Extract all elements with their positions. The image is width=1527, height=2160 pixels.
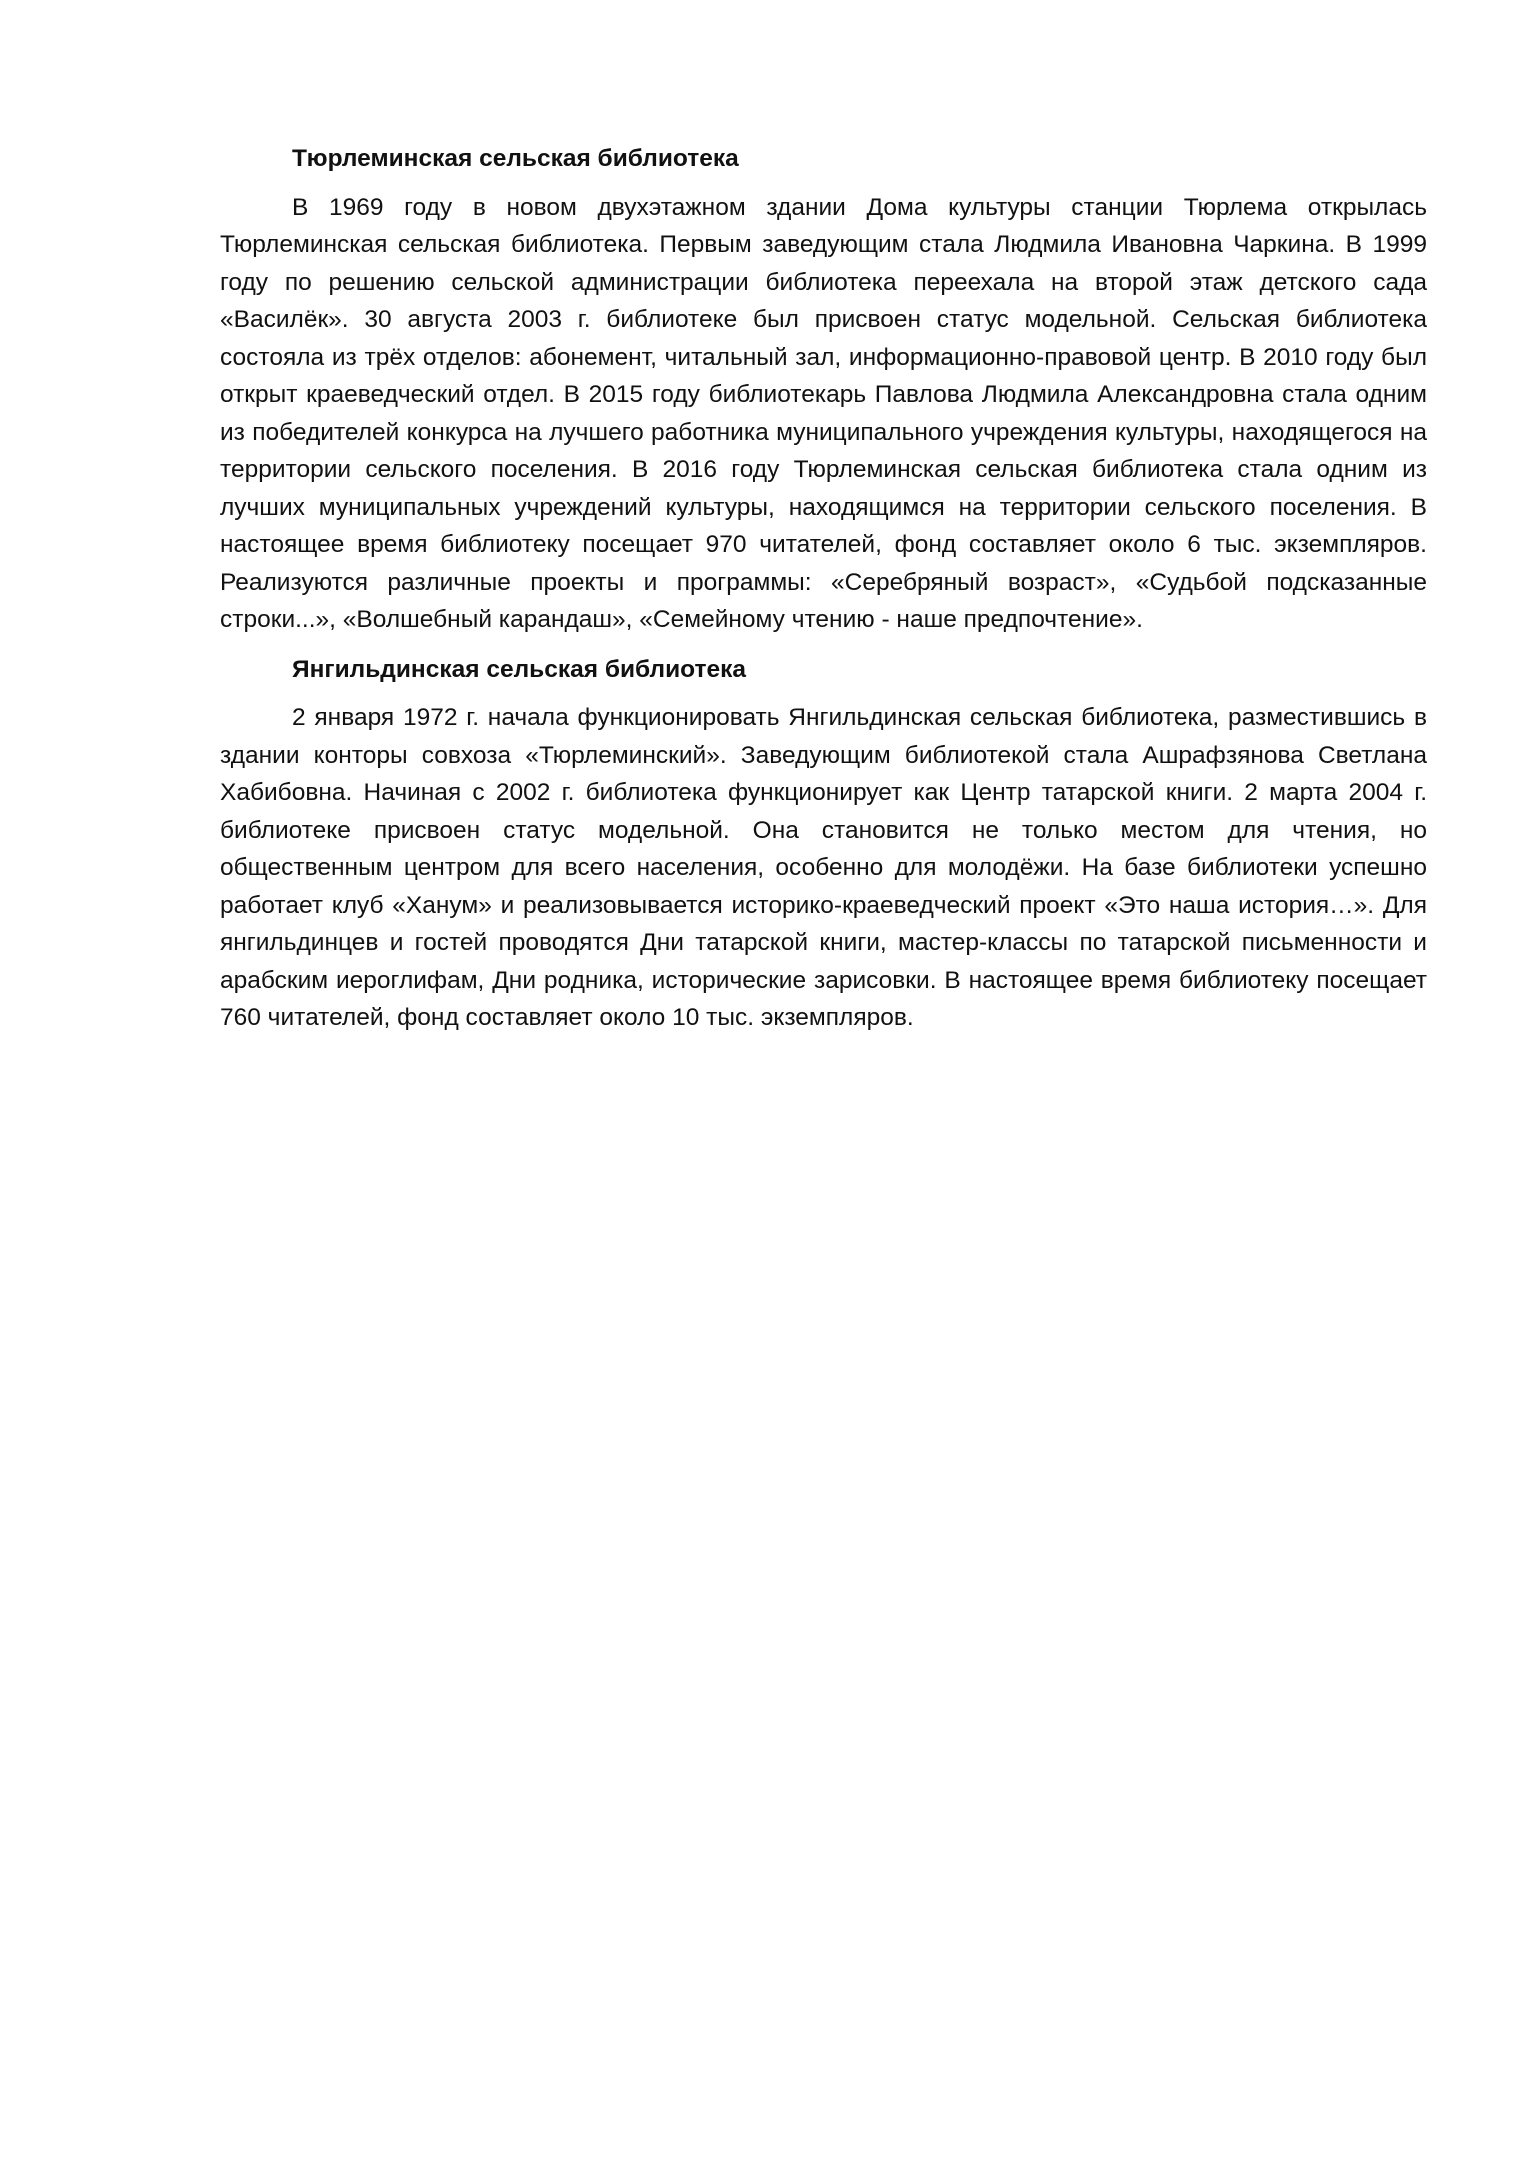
section-heading: Янгильдинская сельская библиотека: [292, 655, 747, 683]
section-paragraph: 2 января 1972 г. начала функционировать Янгильдинская сельская библиотека, разместившись в здании конторы совхоза «Тюрлеминский». Заведующим библиотекой стала Ашрафзянова Светлана Хабибовна. Начиная с 2002 г. библиотека функционирует как Центр татарской книги. 2 марта 2004 г. библиотеке присвоен статус модельной. Она становится не только местом для чтения, но общественным центром для всего населения, особенно для молодёжи. На базе библиотеки успешно работает клуб «Ханум» и реализовывается историко-краеведческий проект «Это наша история…». Для янгильдинцев и гостей проводятся Дни татарской книги, мастер-классы по татарской письменности и арабским иероглифам, Дни родника, исторические зарисовки. В настоящее время библиотеку посещает 760 читателей, фонд составляет около 10 тыс. экземпляров.: [220, 704, 1427, 1031]
document-page: [220, 140, 1427, 1037]
section-turlema-library: [220, 140, 1427, 639]
section-heading: Тюрлеминская сельская библиотека: [292, 145, 739, 172]
section-yangildino-library: [220, 651, 1427, 1037]
section-paragraph: В 1969 году в новом двухэтажном здании Дома культуры станции Тюрлема открылась Тюрлеминская сельская библиотека. Первым заведующим стала Людмила Ивановна Чаркина. В 1999 году по решению сельской администрации библиотека переехала на второй этаж детского сада «Василёк». 30 августа 2003 г. библиотеке был присвоен статус модельной. Сельская библиотека состояла из трёх отделов: абонемент, читальный зал, информационно-правовой центр. В 2010 году был открыт краеведческий отдел. В 2015 году библиотекарь Павлова Людмила Александровна стала одним из победителей конкурса на лучшего работника муниципального учреждения культуры, находящегося на территории сельского поселения. В 2016 году Тюрлеминская сельская библиотека стала одним из лучших муниципальных учреждений культуры, находящимся на территории сельского поселения. В настоящее время библиотеку посещает 970 читателей, фонд составляет около 6 тыс. экземпляров. Реализуются различные проекты и программы: «Серебряный возраст», «Судьбой подсказанные строки...», «Волшебный карандаш», «Семейному чтению - наше предпочтение».: [220, 193, 1427, 633]
